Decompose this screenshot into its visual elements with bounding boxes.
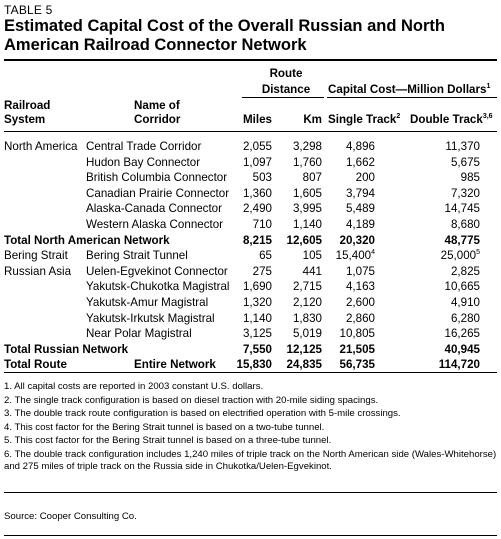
header-single-track: Single Track$^2$ bbox=[328, 113, 401, 126]
header-miles: Miles bbox=[243, 113, 272, 126]
row-system: Russian Asia bbox=[4, 264, 72, 278]
row-km: 105 bbox=[302, 249, 322, 263]
row-single-track: 21,505 bbox=[339, 342, 375, 356]
row-single-track: 4,896 bbox=[345, 140, 375, 153]
header-name-of-corridor: Name of Corridor bbox=[134, 99, 181, 126]
row-miles: 2,055 bbox=[242, 140, 272, 153]
row-miles: 275 bbox=[252, 264, 272, 278]
row-single-track: 20,320 bbox=[339, 233, 375, 247]
footnote: 2. The single track configuration is based on diesel traction with 20-mile siding spacings. bbox=[4, 394, 379, 406]
row-miles: 1,320 bbox=[242, 296, 272, 309]
row-corridor: Near Polar Magistral bbox=[86, 327, 192, 341]
row-double-track: 5,675 bbox=[450, 155, 480, 169]
capital-cost-underline bbox=[327, 97, 497, 98]
row-system: North America bbox=[4, 140, 78, 153]
row-miles: 710 bbox=[252, 218, 272, 231]
row-miles: 15,830 bbox=[236, 358, 272, 372]
row-km: 3,298 bbox=[292, 140, 322, 153]
row-double-track: 7,320 bbox=[450, 186, 480, 200]
bottom-rule bbox=[4, 535, 497, 536]
row-miles: 8,215 bbox=[242, 233, 272, 247]
row-km: 2,715 bbox=[292, 280, 322, 294]
table-label: TABLE 5 bbox=[4, 3, 53, 17]
row-corridor: Alaska-Canada Connector bbox=[86, 202, 222, 216]
route-distance-underline bbox=[242, 97, 324, 98]
row-miles: 1,097 bbox=[242, 155, 272, 169]
row-miles: 1,690 bbox=[242, 280, 272, 294]
row-miles: 1,140 bbox=[242, 311, 272, 325]
footnote: 6. The double track configuration includes 1,240 miles of triple track on the North American side (Wales-Whitehorse) and 275 miles of triple track on the Russia side in Chukotka/Uelen-Egvekinot. bbox=[4, 448, 497, 472]
row-km: 3,995 bbox=[292, 202, 322, 216]
row-single-track: 56,735 bbox=[339, 358, 375, 372]
header-double-track: Double Track$^{3,6}$ bbox=[410, 113, 493, 126]
row-double-track: 4,910 bbox=[450, 296, 480, 309]
row-single-track: 4,163 bbox=[345, 280, 375, 294]
row-single-track: 2,860 bbox=[345, 311, 375, 325]
row-system: Total Russian Network bbox=[4, 342, 129, 356]
row-double-track: 48,775 bbox=[444, 233, 480, 247]
row-km: 12,605 bbox=[286, 233, 322, 247]
row-single-track: 3,794 bbox=[345, 186, 375, 200]
row-miles: 7,550 bbox=[242, 342, 272, 356]
row-double-track: 8,680 bbox=[450, 218, 480, 231]
header-km: Km bbox=[303, 113, 322, 126]
footnote: 5. This cost factor for the Bering Strait tunnel is based on a three-tube tunnel. bbox=[4, 435, 332, 446]
row-double-track: 2,825 bbox=[450, 264, 480, 278]
row-single-track: 1,662 bbox=[345, 155, 375, 169]
row-km: 12,125 bbox=[286, 342, 322, 356]
row-km: 1,605 bbox=[292, 186, 322, 200]
header-capital-cost: Capital Cost—Million Dollars$^1$ bbox=[328, 83, 491, 96]
row-double-track: 114,720 bbox=[438, 358, 480, 372]
row-single-track: 15,400$^4$ bbox=[335, 249, 375, 263]
row-miles: 503 bbox=[252, 171, 272, 185]
body-rule bbox=[4, 372, 497, 373]
row-corridor: Yakutsk-Irkutsk Magistral bbox=[86, 311, 215, 325]
row-double-track: 6,280 bbox=[450, 311, 480, 325]
header-railroad-system: Railroad System bbox=[4, 99, 51, 126]
row-double-track: 14,745 bbox=[444, 202, 480, 216]
header-route-distance: Route Distance bbox=[261, 67, 311, 96]
row-corridor: British Columbia Connector bbox=[86, 171, 228, 185]
row-km: 441 bbox=[302, 264, 322, 278]
row-km: 1,140 bbox=[292, 218, 322, 231]
notes-rule bbox=[4, 492, 497, 493]
row-double-track: 25,000$^5$ bbox=[440, 249, 480, 263]
source-note: Source: Cooper Consulting Co. bbox=[4, 511, 137, 522]
row-double-track: 11,370 bbox=[445, 140, 480, 153]
row-double-track: 985 bbox=[460, 171, 480, 185]
footnote: 3. The double track route configuration is based on electrified operation with 5-mile crossings. bbox=[4, 408, 401, 419]
row-km: 1,760 bbox=[292, 155, 322, 169]
row-single-track: 4,189 bbox=[345, 218, 375, 231]
row-system: Bering Strait bbox=[4, 249, 68, 263]
row-miles: 1,360 bbox=[242, 186, 272, 200]
row-km: 24,835 bbox=[286, 358, 322, 372]
row-single-track: 200 bbox=[355, 171, 375, 185]
row-km: 5,019 bbox=[292, 327, 322, 341]
row-single-track: 5,489 bbox=[345, 202, 375, 216]
row-single-track: 1,075 bbox=[345, 264, 375, 278]
row-corridor: Hudon Bay Connector bbox=[86, 155, 201, 169]
row-system: Total Route bbox=[4, 358, 67, 372]
row-km: 2,120 bbox=[292, 296, 322, 309]
row-km: 1,830 bbox=[292, 311, 322, 325]
row-km: 807 bbox=[302, 171, 322, 185]
row-corridor: Yakutsk-Amur Magistral bbox=[86, 296, 209, 309]
row-double-track: 40,945 bbox=[444, 342, 480, 356]
row-miles: 65 bbox=[259, 249, 272, 263]
footnote: 4. This cost factor for the Bering Strait tunnel is based on a two-tube tunnel. bbox=[4, 421, 325, 433]
footnote: 1. All capital costs are reported in 2003 constant U.S. dollars. bbox=[4, 381, 264, 392]
row-corridor: Entire Network bbox=[134, 358, 216, 372]
row-corridor: Yakutsk-Chukotka Magistral bbox=[86, 280, 230, 294]
row-system: Total North American Network bbox=[4, 233, 170, 247]
row-single-track: 2,600 bbox=[345, 296, 375, 309]
table-title: Estimated Capital Cost of the Overall Russian and North American Railroad Connector Network bbox=[4, 17, 445, 54]
row-corridor: Central Trade Corridor bbox=[86, 140, 202, 153]
row-single-track: 10,805 bbox=[339, 327, 375, 341]
row-corridor: Western Alaska Connector bbox=[86, 218, 224, 231]
row-corridor: Uelen-Egvekinot Connector bbox=[86, 264, 228, 278]
top-rule bbox=[4, 59, 497, 61]
header-rule bbox=[4, 131, 497, 132]
row-double-track: 16,265 bbox=[444, 327, 480, 341]
row-corridor: Bering Strait Tunnel bbox=[86, 249, 188, 263]
row-corridor: Canadian Prairie Connector bbox=[86, 186, 230, 200]
row-miles: 2,490 bbox=[242, 202, 272, 216]
row-miles: 3,125 bbox=[242, 327, 272, 341]
row-double-track: 10,665 bbox=[444, 280, 480, 294]
